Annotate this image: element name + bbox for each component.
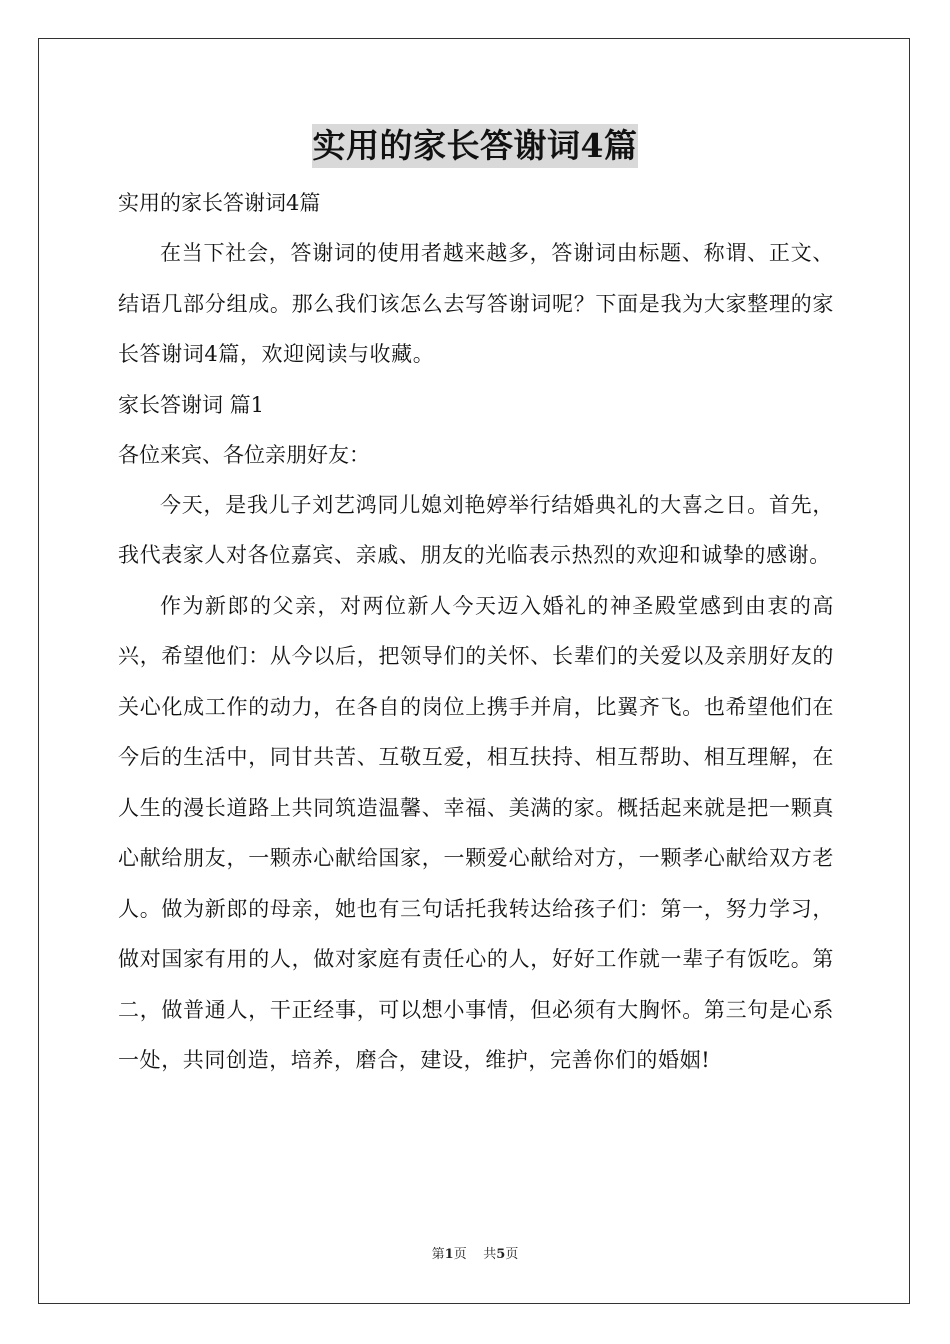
subtitle-line: 实用的家长答谢词4篇 xyxy=(118,191,321,215)
document-title: 实用的家长答谢词4篇 xyxy=(312,124,639,168)
page-total: 5 xyxy=(496,1247,506,1262)
page-unit: 页 xyxy=(453,1247,467,1262)
title-container xyxy=(0,124,950,168)
section-heading: 家长答谢词 篇1 xyxy=(118,392,265,417)
total-prefix: 共 xyxy=(483,1247,497,1262)
page-footer xyxy=(0,1246,950,1264)
page-prefix: 第 xyxy=(431,1247,445,1262)
page-current: 1 xyxy=(444,1247,454,1262)
total-unit: 页 xyxy=(505,1247,519,1262)
body-paragraph-2: 作为新郎的父亲，对两位新人今天迈入婚礼的神圣殿堂感到由衷的高兴，希望他们：从今以后，把领导们的关怀、长辈们的关爱以及亲朋好友的关心化成工作的动力，在各自的岗位上携手并肩，比翼齐飞。也希望他们在今后的生活中，同甘共苦、互敬互爱，相互扶持、相互帮助、相互理解，在人生的漫长道路上共同筑造温馨、幸福、美满的家。概括起来就是把一颗真心献给朋友，一颗赤心献给国家，一颗爱心献给对方，一颗孝心献给双方老人。做为新郎的母亲，她也有三句话托我转达给孩子们：第一，努力学习，做对国家有用的人，做对家庭有责任心的人，好好工作就一辈子有饭吃。第二，做普通人，干正经事，可以想小事情，但必须有大胸怀。第三句是心系一处，共同创造，培养，磨合，建设，维护，完善你们的婚姻! xyxy=(118,593,834,1072)
body-paragraph-1: 今天，是我儿子刘艺鸿同儿媳刘艳婷举行结婚典礼的大喜之日。首先，我代表家人对各位嘉宾、亲戚、朋友的光临表示热烈的欢迎和诚挚的感谢。 xyxy=(118,492,834,567)
document-body xyxy=(118,178,834,1086)
salutation: 各位来宾、各位亲朋好友： xyxy=(118,442,370,467)
intro-paragraph: 在当下社会，答谢词的使用者越来越多，答谢词由标题、称谓、正文、结语几部分组成。那么我们该怎么去写答谢词呢？下面是我为大家整理的家长答谢词4篇，欢迎阅读与收藏。 xyxy=(118,241,834,366)
